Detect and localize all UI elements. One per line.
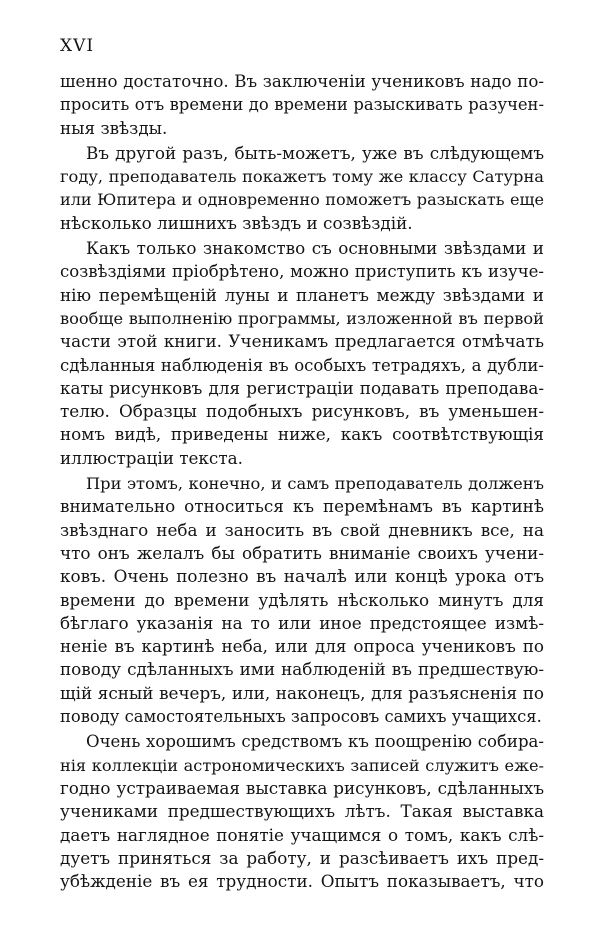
text-line: внимательно относиться къ перемѣнамъ въ картинѣ bbox=[60, 496, 544, 517]
text-line: убѣжденiе въ ея трудности. Опытъ показываетъ, что bbox=[60, 871, 544, 892]
paragraph bbox=[60, 70, 544, 140]
text-line: телю. Образцы подобныхъ рисунковъ, въ уменьшен- bbox=[60, 401, 544, 422]
text-line: созвѣздiями прiобрѣтено, можно приступить къ изуче- bbox=[60, 262, 544, 282]
text-line: бѣглаго указанiя на то или иное предстоящее измѣ- bbox=[60, 612, 544, 633]
text-line: иллюстрацiи текста. bbox=[60, 447, 243, 468]
text-line: годно устраиваемая выставка рисунковъ, сдѣланныхъ bbox=[60, 777, 544, 798]
paragraph bbox=[60, 142, 544, 235]
text-line: Въ другой разъ, быть-можетъ, уже въ слѣдующемъ bbox=[86, 142, 544, 163]
text-line: поводу сдѣланныхъ ими наблюденiй въ предшествую- bbox=[60, 659, 544, 680]
text-line: При этомъ, конечно, и самъ преподаватель долженъ bbox=[86, 474, 544, 494]
page-number: XVI bbox=[60, 36, 95, 56]
text-line: ковъ. Очень полезно въ началѣ или концѣ урока отъ bbox=[60, 566, 544, 587]
text-line: учениками предшествующихъ лѣтъ. Такая выставка bbox=[60, 801, 544, 822]
text-line: просить отъ времени до времени разыскивать разучен- bbox=[60, 95, 544, 115]
text-line: или Юпитера и одновременно поможетъ разыскать еще bbox=[60, 190, 544, 210]
text-line: сдѣланныя наблюденiя въ особыхъ тетрадяхъ, а дубли- bbox=[60, 355, 544, 375]
text-line: дуетъ приняться за работу, и разсѣиваетъ ихъ пред- bbox=[60, 847, 544, 868]
text-line: номъ видѣ, приведены ниже, какъ соотвѣтствующiя bbox=[60, 424, 544, 445]
text-line: поводу самостоятельныхъ запросовъ самихъ учащихся. bbox=[60, 707, 542, 727]
text-line: нiя коллекцiи астрономическихъ записей служитъ еже- bbox=[60, 755, 544, 775]
text-line: нiю перемѣщенiй луны и планетъ между звѣздами и bbox=[60, 284, 544, 305]
text-line: каты рисунковъ для регистрацiи подавать преподава- bbox=[60, 377, 544, 398]
text-line: времени до времени удѣлять нѣсколько минутъ для bbox=[60, 589, 544, 610]
paragraph bbox=[60, 730, 544, 893]
body-text bbox=[60, 70, 544, 893]
text-line: вообще выполненiю программы, изложенной въ первой bbox=[60, 308, 544, 328]
text-line: ненiе въ картинѣ неба, или для опроса учениковъ по bbox=[60, 636, 544, 657]
text-line: щiй ясный вечеръ, или, наконецъ, для разъясненiя по bbox=[60, 682, 544, 703]
paragraph bbox=[60, 472, 544, 728]
text-line: Какъ только знакомство съ основными звѣздами и bbox=[86, 238, 544, 259]
text-line: ныя звѣзды. bbox=[60, 117, 168, 138]
text-line: Очень хорошимъ средствомъ къ поощренiю собира- bbox=[86, 732, 544, 752]
text-line: шенно достаточно. Въ заключенiи учениковъ надо по- bbox=[60, 72, 544, 91]
paragraph bbox=[60, 237, 544, 470]
text-line: нѣсколько лишнихъ звѣздъ и созвѣздiй. bbox=[60, 212, 413, 233]
text-line: звѣзднаго неба и заносить въ свой дневникъ все, на bbox=[60, 519, 544, 540]
text-line: части этой книги. Ученикамъ предлагается отмѣчать bbox=[60, 331, 544, 352]
text-line: даетъ наглядное понятiе учащимся о томъ, какъ слѣ- bbox=[60, 824, 544, 845]
text-line: году, преподаватель покажетъ тому же классу Сатурна bbox=[60, 167, 544, 187]
text-line: что онъ желалъ бы обратить вниманiе своихъ учени- bbox=[60, 542, 544, 563]
